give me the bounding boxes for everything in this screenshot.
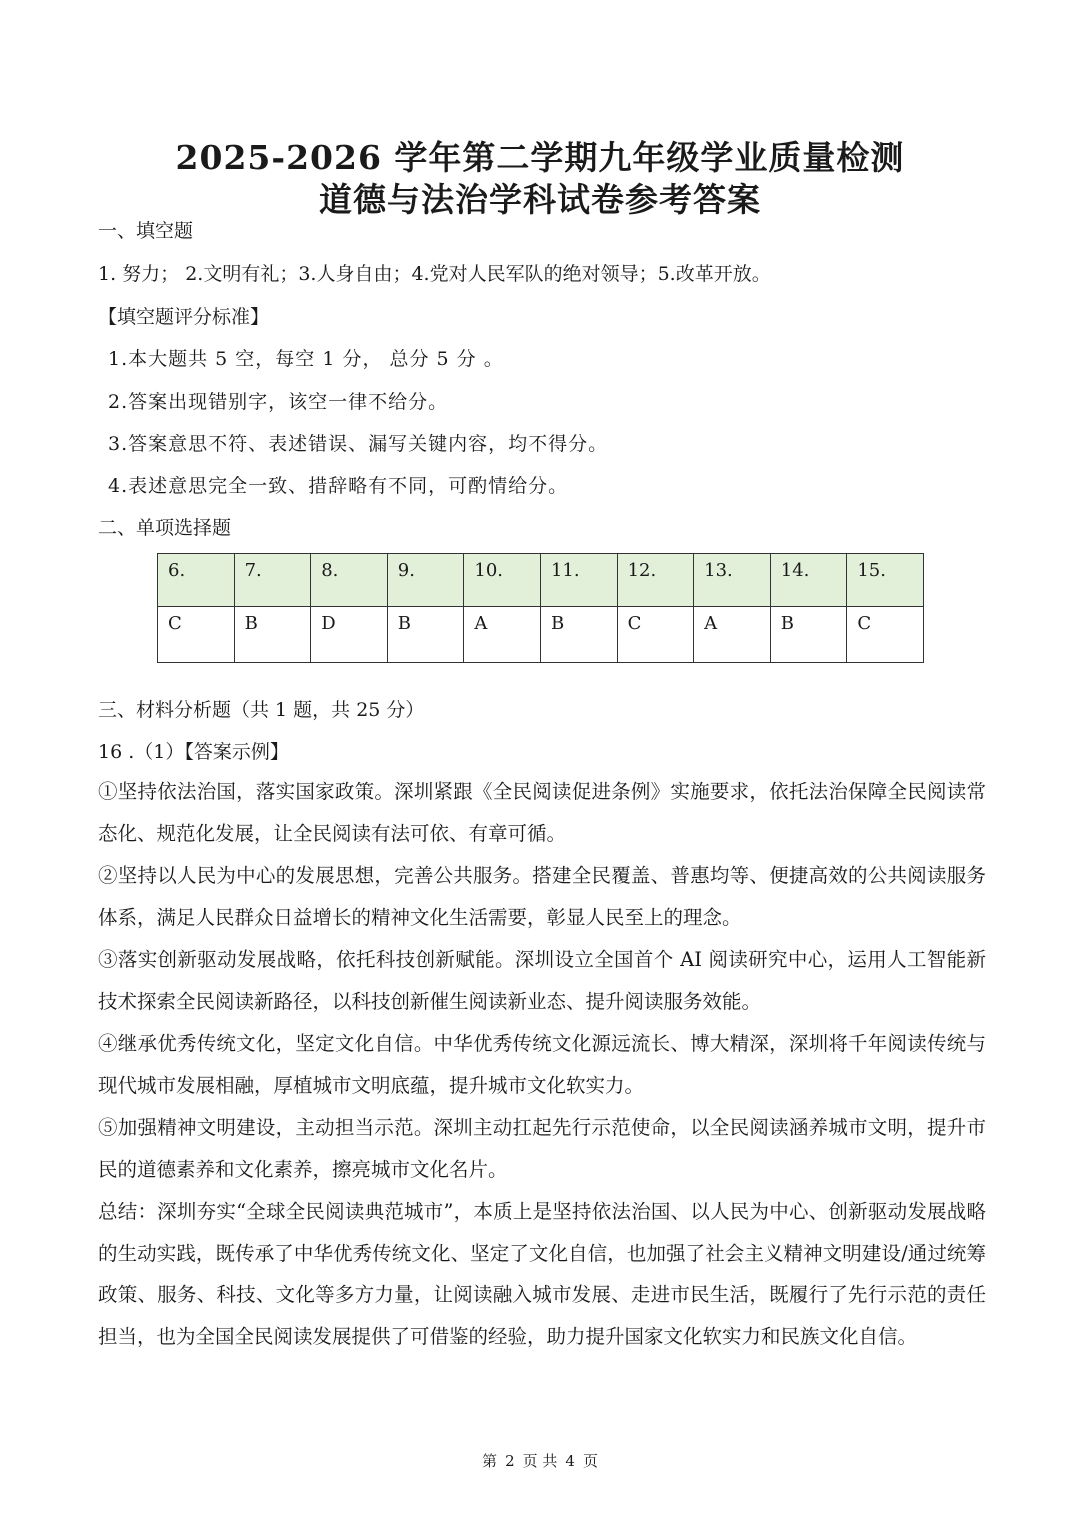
answer-cell: B [234,607,311,663]
question-number-cell: 15. [847,554,924,607]
footer-middle: 页 共 [522,1452,558,1470]
answer-cell: C [158,607,235,663]
answer-cell: C [847,607,924,663]
page-footer [0,1450,1080,1471]
question-number-cell: 14. [770,554,847,607]
question-number-row [158,554,924,607]
section3-heading: 三、材料分析题（共 1 题，共 25 分） [98,699,425,721]
answer-cell: B [770,607,847,663]
question-number-cell: 10. [464,554,541,607]
multiple-choice-answer-table [157,553,924,663]
footer-page-number: 2 [505,1452,515,1470]
section2-heading: 二、单项选择题 [98,517,232,539]
question-number-cell: 11. [540,554,617,607]
answer-summary: 总结：深圳夯实“全球全民阅读典范城市”，本质上是坚持依法治国、以人民为中心、创新驱动发展战略的生动实践，既传承了中华优秀传统文化、坚定了文化自信，也加强了社会主义精神文明建设/通过统筹政策、服务、科技、文化等多方力量，让阅读融入城市发展、走进市民生活，既履行了先行示范的责任担当，也为全国全民阅读发展提供了可借鉴的经验，助力提升国家文化软实力和民族文化自信。 [98,1200,986,1348]
page-title-line1: 2025-2026 学年第二学期九年级学业质量检测 [175,138,905,177]
section1-heading: 一、填空题 [98,220,194,242]
footer-suffix: 页 [582,1452,598,1470]
footer-prefix: 第 [482,1452,498,1470]
answer-cell: B [387,607,464,663]
question-16-label: 16 .（1）【答案示例】 [98,741,289,763]
criteria-item-4: 4.表述意思完全一致、措辞略有不同，可酌情给分。 [108,475,569,497]
criteria-item-2: 2.答案出现错别字，该空一律不给分。 [108,391,449,413]
question-number-cell: 7. [234,554,311,607]
answer-cell: B [540,607,617,663]
page-title-line2: 道德与法治学科试卷参考答案 [319,180,761,219]
question-number-cell: 6. [158,554,235,607]
criteria-item-1: 1.本大题共 5 空，每空 1 分， 总分 5 分 。 [108,348,504,370]
answer-point-2: ②坚持以人民为中心的发展思想，完善公共服务。搭建全民覆盖、普惠均等、便捷高效的公共阅读服务体系，满足人民群众日益增长的精神文化生活需要，彰显人民至上的理念。 [98,864,986,929]
answer-point-4: ④继承优秀传统文化，坚定文化自信。中华优秀传统文化源远流长、博大精深，深圳将千年阅读传统与现代城市发展相融，厚植城市文明底蕴，提升城市文化软实力。 [98,1032,986,1097]
answer-point-1: ①坚持依法治国，落实国家政策。深圳紧跟《全民阅读促进条例》实施要求，依托法治保障全民阅读常态化、规范化发展，让全民阅读有法可依、有章可循。 [98,780,986,845]
answer-point-5: ⑤加强精神文明建设，主动担当示范。深圳主动扛起先行示范使命，以全民阅读涵养城市文明，提升市民的道德素养和文化素养，擦亮城市文化名片。 [98,1116,986,1181]
criteria-heading: 【填空题评分标准】 [98,306,270,328]
question-number-cell: 13. [694,554,771,607]
question-number-cell: 9. [387,554,464,607]
answer-point-3: ③落实创新驱动发展战略，依托科技创新赋能。深圳设立全国首个 AI 阅读研究中心，运用人工智能新技术探索全民阅读新路径，以科技创新催生阅读新业态、提升阅读服务效能。 [98,948,986,1013]
answer-cell: D [311,607,388,663]
criteria-item-3: 3.答案意思不符、表述错误、漏写关键内容，均不得分。 [108,433,609,455]
answer-cell: A [464,607,541,663]
footer-total-pages: 4 [565,1452,575,1470]
answer-row [158,607,924,663]
fill-blank-answers: 1. 努力； 2.文明有礼；3.人身自由；4.党对人民军队的绝对领导；5.改革开放。 [98,263,771,285]
answer-cell: A [694,607,771,663]
question-number-cell: 8. [311,554,388,607]
question-number-cell: 12. [617,554,694,607]
answer-cell: C [617,607,694,663]
